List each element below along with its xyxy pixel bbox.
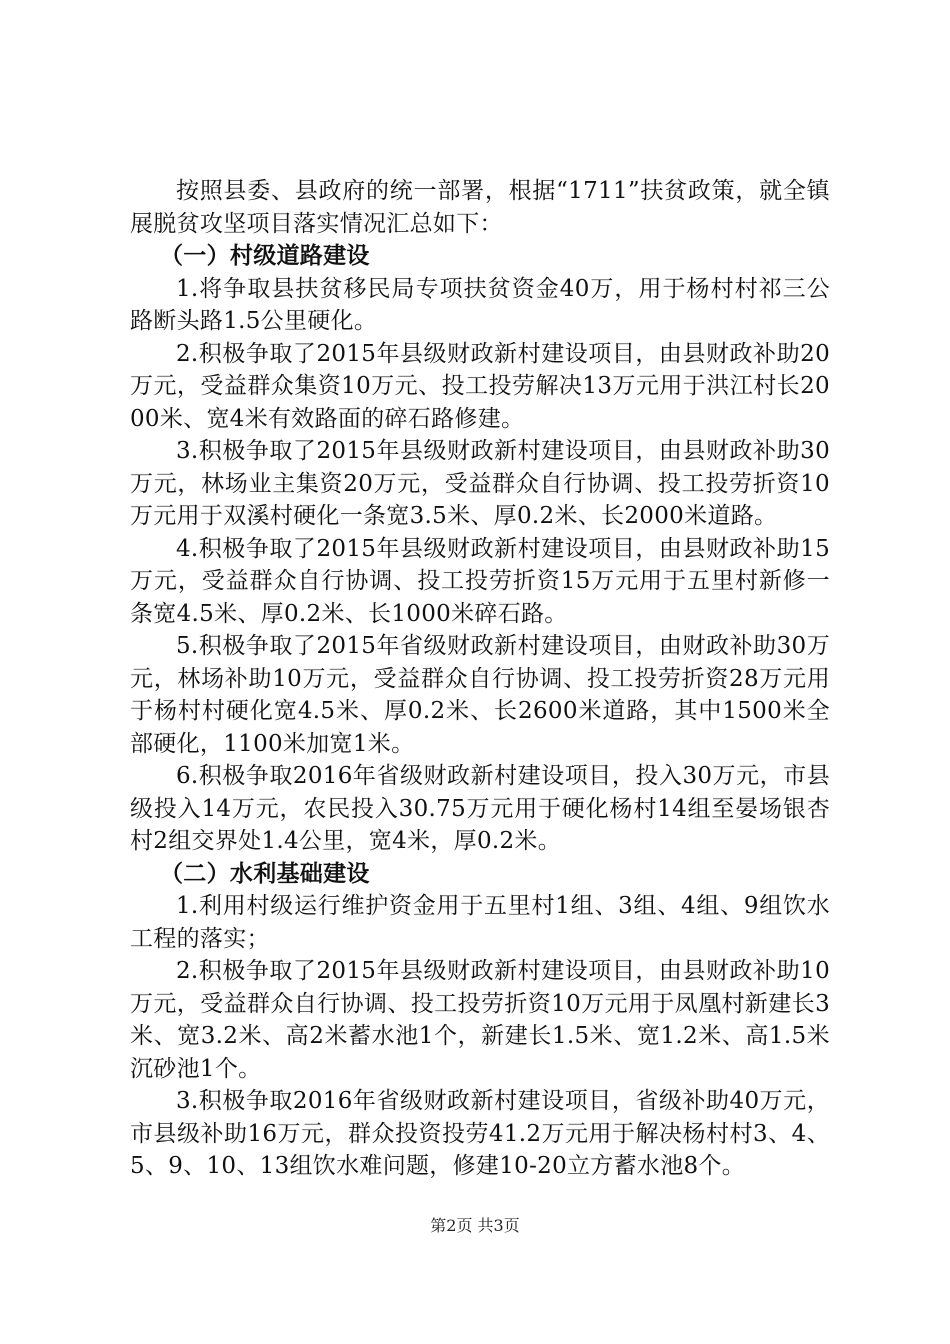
intro-paragraph: 按照县委、县政府的统一部署，根据“1711”扶贫政策，就全镇展脱贫攻坚项目落实情况汇总如下： bbox=[130, 178, 830, 237]
road-item-5: 5.积极争取了2015年省级财政新村建设项目，由财政补助30万元，林场补助10万元，受益群众自行协调、投工投劳折资28万元用于杨村村硬化宽4.5米、厚0.2米、长2600米道路，其中1500米全部硬化，1100米加宽1米。 bbox=[130, 633, 830, 757]
document-body bbox=[130, 175, 830, 1183]
page-footer: 第2页 共3页 bbox=[430, 1216, 520, 1235]
section-heading-roads: （一）村级道路建设 bbox=[160, 243, 370, 269]
road-item-3: 3.积极争取了2015年县级财政新村建设项目，由县财政补助30万元，林场业主集资20万元，受益群众自行协调、投工投劳折资10万元用于双溪村硬化一条宽3.5米、厚0.2米、长2000米道路。 bbox=[130, 438, 830, 529]
section-heading-water: （二）水利基础建设 bbox=[160, 860, 370, 887]
road-item-1: 1.将争取县扶贫移民局专项扶贫资金40万，用于杨村村祁三公路断头路1.5公里硬化。 bbox=[130, 275, 830, 334]
water-item-3: 3.积极争取2016年省级财政新村建设项目，省级补助40万元，市县级补助16万元，群众投资投劳41.2万元用于解决杨村村3、4、5、9、10、13组饮水难问题，修建10-20立方蓄水池8个。 bbox=[130, 1088, 830, 1179]
water-item-1: 1.利用村级运行维护资金用于五里村1组、3组、4组、9组饮水工程的落实； bbox=[130, 893, 830, 952]
road-item-4: 4.积极争取了2015年县级财政新村建设项目，由县财政补助15万元，受益群众自行协调、投工投劳折资15万元用于五里村新修一条宽4.5米、厚0.2米、长1000米碎石路。 bbox=[130, 535, 830, 627]
road-item-6: 6.积极争取2016年省级财政新村建设项目，投入30万元，市县级投入14万元，农民投入30.75万元用于硬化杨村14组至晏场银杏村2组交界处1.4公里，宽4米，厚0.2米。 bbox=[130, 763, 830, 854]
road-item-2: 2.积极争取了2015年县级财政新村建设项目，由县财政补助20万元，受益群众集资10万元、投工投劳解决13万元用于洪江村长2000米、宽4米有效路面的碎石路修建。 bbox=[130, 340, 830, 432]
water-item-2: 2.积极争取了2015年县级财政新村建设项目，由县财政补助10万元，受益群众自行协调、投工投劳折资10万元用于凤凰村新建长3米、宽3.2米、高2米蓄水池1个，新建长1.5米、宽1.2米、高1.5米沉砂池1个。 bbox=[130, 958, 830, 1082]
